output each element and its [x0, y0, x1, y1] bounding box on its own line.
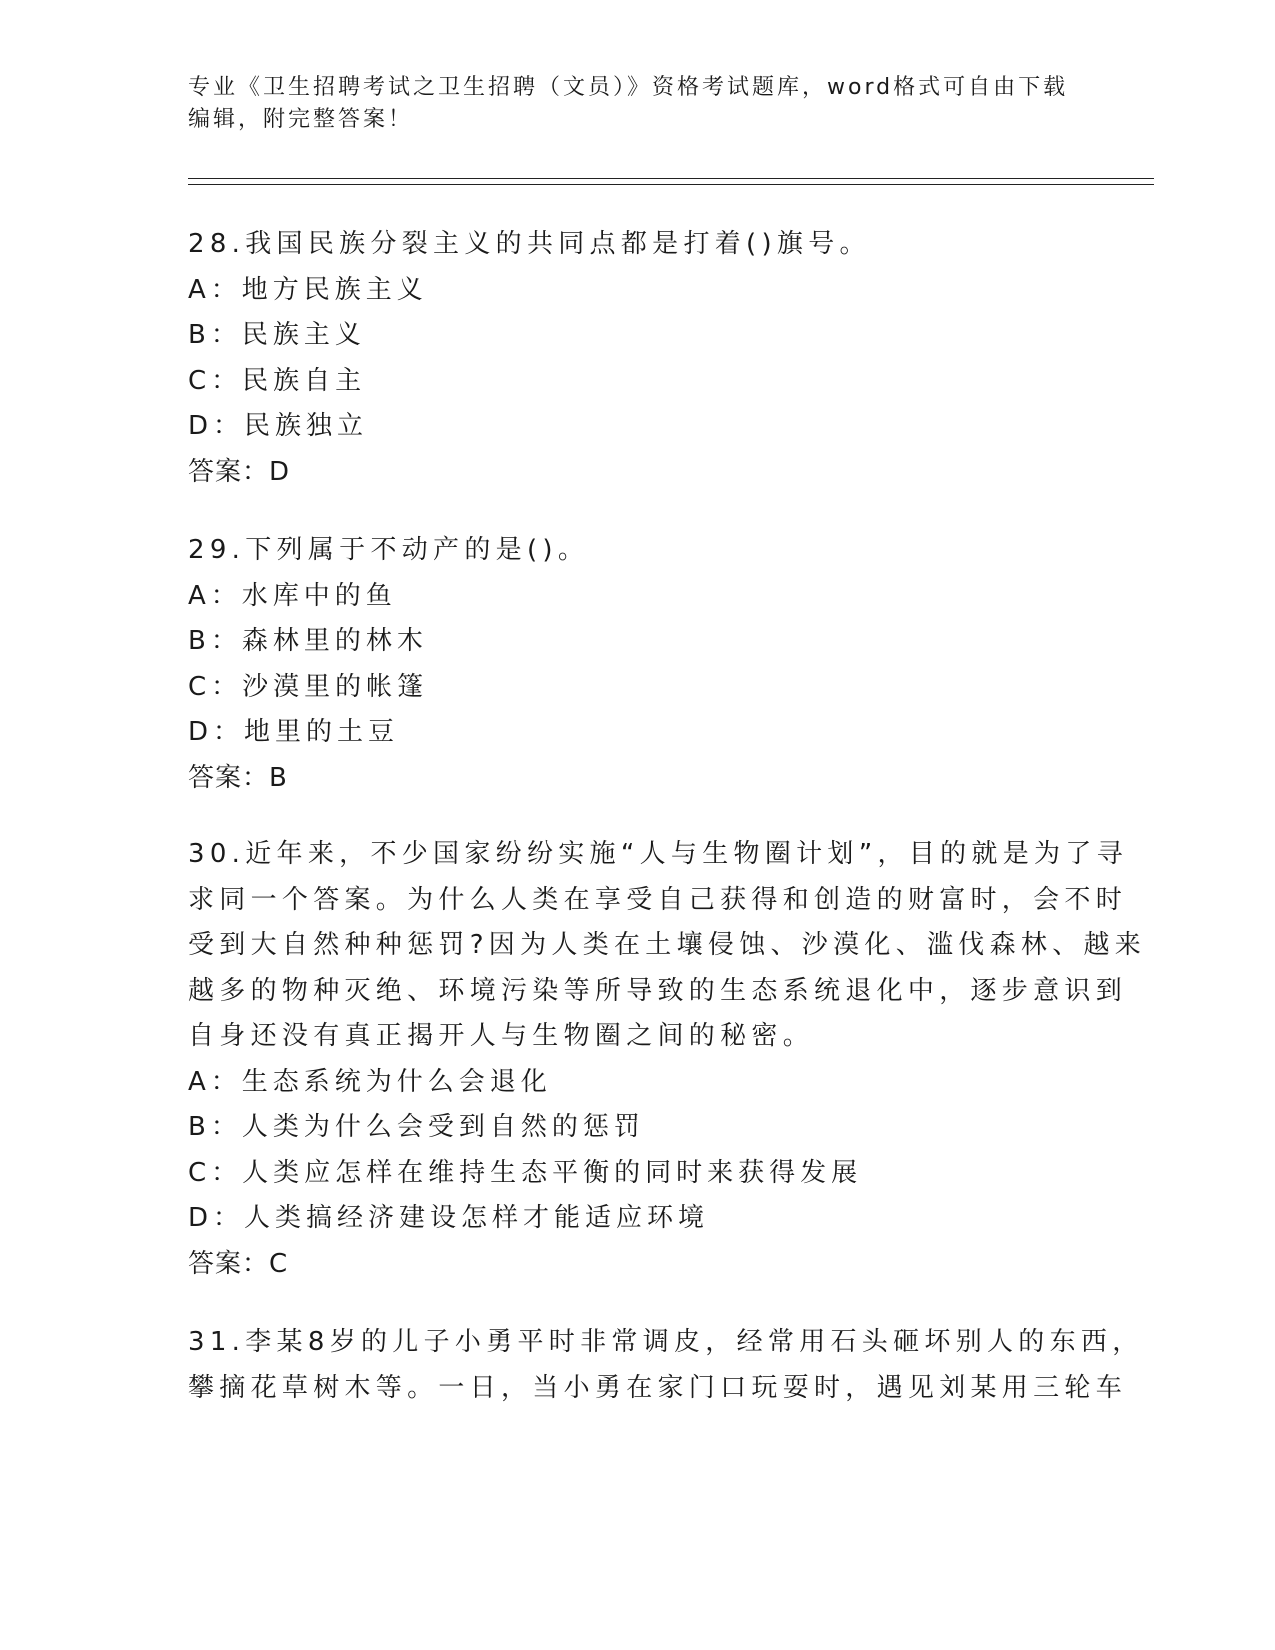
option-d: D：民族独立: [188, 411, 369, 441]
option-c: C：人类应怎样在维持生态平衡的同时来获得发展: [188, 1157, 863, 1188]
stem-line: 攀摘花草树木等。一日，当小勇在家门口玩耍时，遇见刘某用三轮车: [188, 1372, 1128, 1403]
stem-line: 30.近年来，不少国家纷纷实施“人与生物圈计划”，目的就是为了寻: [188, 839, 1128, 869]
answer-label: 答案：: [188, 456, 270, 487]
answer-value: C: [269, 1248, 289, 1279]
question-30: [188, 832, 1147, 1287]
stem-line: 29.下列属于不动产的是()。: [188, 535, 590, 565]
stem-line: 求同一个答案。为什么人类在享受自己获得和创造的财富时，会不时: [188, 884, 1128, 915]
option-c: C：沙漠里的帐篷: [188, 671, 429, 702]
header-divider-bottom: [188, 184, 1154, 185]
stem-line: 自身还没有真正揭开人与生物圈之间的秘密。: [188, 1021, 815, 1051]
answer-line: [188, 450, 1088, 496]
answer-value: D: [269, 456, 291, 487]
stem-line: 越多的物种灭绝、环境污染等所导致的生态系统退化中，逐步意识到: [188, 975, 1128, 1006]
option-b: B：森林里的林木: [188, 626, 428, 656]
option-a: A：地方民族主义: [188, 274, 428, 305]
document-header: [188, 72, 1088, 136]
question-31: [188, 1320, 1144, 1411]
header-divider-top: [188, 178, 1154, 179]
stem-line: 28.我国民族分裂主义的共同点都是打着()旗号。: [188, 229, 871, 259]
question-28: [188, 222, 1088, 495]
answer-value: B: [269, 762, 288, 793]
option-b: B：人类为什么会受到自然的惩罚: [188, 1112, 645, 1142]
question-stem: [188, 1320, 1144, 1411]
answer-line: [188, 756, 1088, 802]
answer-label: 答案：: [188, 762, 270, 793]
question-stem: [188, 832, 1147, 1060]
header-line-1: 专业《卫生招聘考试之卫生招聘（文员）》资格考试题库，word格式可自由下载: [188, 75, 1069, 100]
option-a: A：生态系统为什么会退化: [188, 1066, 552, 1097]
option-a: A：水库中的鱼: [188, 580, 397, 611]
question-29: [188, 528, 1088, 801]
answer-line: [188, 1242, 1088, 1288]
question-stem: [188, 222, 1088, 268]
stem-line: 31.李某8岁的儿子小勇平时非常调皮，经常用石头砸坏别人的东西，: [188, 1327, 1144, 1357]
header-line-2: 编辑，附完整答案！: [188, 107, 414, 132]
option-d: D：人类搞经济建设怎样才能适应环境: [188, 1203, 710, 1233]
question-stem: [188, 528, 1088, 574]
option-d: D：地里的土豆: [188, 717, 400, 747]
answer-label: 答案：: [188, 1248, 270, 1279]
stem-line: 受到大自然种种惩罚?因为人类在土壤侵蚀、沙漠化、滥伐森林、越来: [188, 930, 1147, 960]
option-b: B：民族主义: [188, 320, 366, 350]
option-c: C：民族自主: [188, 365, 367, 396]
